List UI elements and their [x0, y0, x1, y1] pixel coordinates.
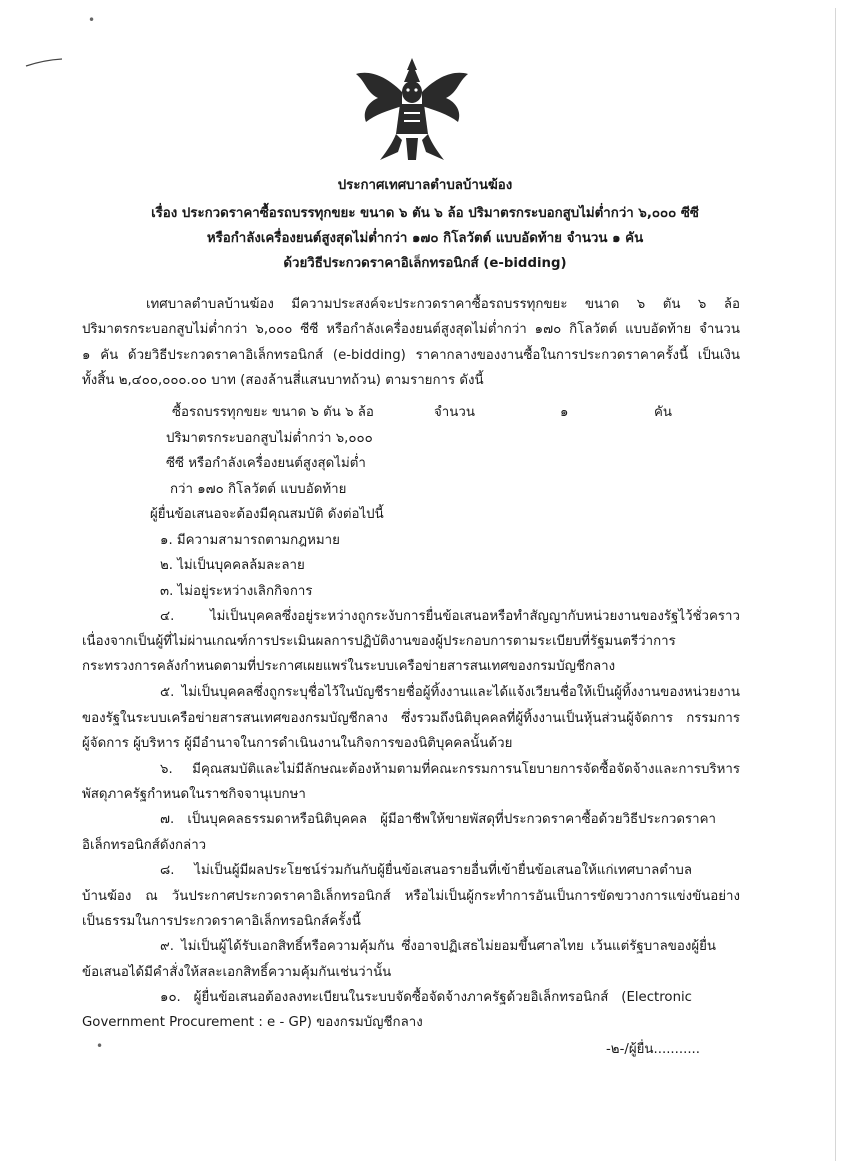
scan-speck: • [96, 1039, 104, 1053]
qualification-item: ผู้จัดการ ผู้บริหาร ผู้มีอำนาจในการดำเนินงานในกิจการของนิติบุคคลนั้นด้วย [82, 736, 513, 751]
scan-speck: • [88, 13, 96, 27]
qualification-item: บ้านฆ้อง ณ วันประกาศประกวดราคาอิเล็กทรอนิกส์ หรือไม่เป็นผู้กระทำการอันเป็นการขัดขวางการแข่งขันอย่าง [82, 889, 740, 904]
item-unit: คัน [654, 405, 672, 420]
qualification-item: ของรัฐในระบบเครือข่ายสารสนเทศของกรมบัญชีกลาง ซึ่งรวมถึงนิติบุคคลที่ผู้ทิ้งงานเป็นหุ้นส่วนผู้จัดการ กรรมการ [82, 711, 740, 726]
qualification-item: ๗. เป็นบุคคลธรรมดาหรือนิติบุคคล ผู้มีอาชีพให้ขายพัสดุที่ประกวดราคาซื้อด้วยวิธีประกวดราคา [160, 812, 716, 827]
next-page-marker: -๒-/ผู้ยื่น........... [606, 1042, 701, 1057]
subject-line: เรื่อง ประกวดราคาซื้อรถบรรทุกขยะ ขนาด ๖ ตัน ๖ ล้อ ปริมาตรกระบอกสูบไม่ต่ำกว่า ๖,๐๐๐ ซีซี [151, 206, 699, 221]
qualification-item: พัสดุภาครัฐกำหนดในราชกิจจานุเบกษา [82, 787, 306, 802]
qualification-item: ๙. ไม่เป็นผู้ได้รับเอกสิทธิ์หรือความคุ้มกัน ซึ่งอาจปฏิเสธไม่ยอมขึ้นศาลไทย เว้นแต่รัฐบาลของผู้ยื่น [160, 939, 716, 954]
item-description: ปริมาตรกระบอกสูบไม่ต่ำกว่า ๖,๐๐๐ [166, 431, 373, 446]
qualification-item: เนื่องจากเป็นผู้ที่ไม่ผ่านเกณฑ์การประเมินผลการปฏิบัติงานของผู้ประกอบการตามระเบียบที่รัฐมนตรีว่าการ [82, 634, 676, 649]
qualification-item: ๑๐. ผู้ยื่นข้อเสนอต้องลงทะเบียนในระบบจัดซื้อจัดจ้างภาครัฐด้วยอิเล็กทรอนิกส์ (Electronic [160, 990, 692, 1005]
item-description: ซื้อรถบรรทุกขยะ ขนาด ๖ ตัน ๖ ล้อ [172, 405, 374, 420]
qualification-item: ๑. มีความสามารถตามกฎหมาย [160, 533, 340, 548]
intro-line: ๑ คัน ด้วยวิธีประกวดราคาอิเล็กทรอนิกส์ (e-bidding) ราคากลางของงานซื้อในการประกวดราคาครั้งนี้ เป็นเงิน [82, 348, 740, 363]
qualification-item: กระทรวงการคลังกำหนดตามที่ประกาศเผยแพร่ในระบบเครือข่ายสารสนเทศของกรมบัญชีกลาง [82, 659, 616, 674]
qualification-item: ข้อเสนอได้มีคำสั่งให้สละเอกสิทธิ์ความคุ้มกันเช่นว่านั้น [82, 965, 392, 980]
qualification-item: ๘. ไม่เป็นผู้มีผลประโยชน์ร่วมกันกับผู้ยื่นข้อเสนอรายอื่นที่เข้ายื่นข้อเสนอให้แก่เทศบาลตำบล [160, 863, 692, 878]
qualification-item: ๒. ไม่เป็นบุคคลล้มละลาย [160, 558, 305, 573]
subject-line: หรือกำลังเครื่องยนต์สูงสุดไม่ต่ำกว่า ๑๗๐ กิโลวัตต์ แบบอัดท้าย จำนวน ๑ คัน [206, 231, 644, 246]
intro-line: ปริมาตรกระบอกสูบไม่ต่ำกว่า ๖,๐๐๐ ซีซี หรือกำลังเครื่องยนต์สูงสุดไม่ต่ำกว่า ๑๗๐ กิโลวัตต์ แบบอัดท้าย จำนวน [82, 322, 740, 337]
subject-line: ด้วยวิธีประกวดราคาอิเล็กทรอนิกส์ (e-bidding) [283, 256, 567, 271]
qualification-item: Government Procurement : e - GP) ของกรมบัญชีกลาง [82, 1015, 423, 1030]
item-description: ซีซี หรือกำลังเครื่องยนต์สูงสุดไม่ต่ำ [166, 456, 366, 471]
qualification-item: ๕. ไม่เป็นบุคคลซึ่งถูกระบุชื่อไว้ในบัญชีรายชื่อผู้ทิ้งงานและได้แจ้งเวียนชื่อให้เป็นผู้ทิ้งงานของหน่วยงาน [160, 685, 740, 700]
qualification-item: ๓. ไม่อยู่ระหว่างเลิกกิจการ [160, 584, 313, 599]
qualification-item: เป็นธรรมในการประกวดราคาอิเล็กทรอนิกส์ครั้งนี้ [82, 914, 361, 929]
item-description: กว่า ๑๗๐ กิโลวัตต์ แบบอัดท้าย [170, 482, 347, 497]
item-qty: ๑ [560, 405, 569, 420]
qualifications-intro: ผู้ยื่นข้อเสนอจะต้องมีคุณสมบัติ ดังต่อไปนี้ [150, 507, 384, 522]
item-qty-label: จำนวน [434, 405, 475, 420]
qualification-item: อิเล็กทรอนิกส์ดังกล่าว [82, 838, 207, 853]
intro-line: เทศบาลตำบลบ้านฆ้อง มีความประสงค์จะประกวดราคาซื้อรถบรรทุกขยะ ขนาด ๖ ตัน ๖ ล้อ [146, 297, 740, 312]
qualification-item: ๔. ไม่เป็นบุคคลซึ่งอยู่ระหว่างถูกระงับการยื่นข้อเสนอหรือทำสัญญากับหน่วยงานของรัฐไว้ชั่วคราว [160, 609, 740, 624]
qualification-item: ๖. มีคุณสมบัติและไม่มีลักษณะต้องห้ามตามที่คณะกรรมการนโยบายการจัดซื้อจัดจ้างและการบริหาร [160, 762, 740, 777]
pen-mark [24, 58, 64, 68]
intro-line: ทั้งสิ้น ๒,๔๐๐,๐๐๐.๐๐ บาท (สองล้านสี่แสนบาทถ้วน) ตามรายการ ดังนี้ [82, 373, 484, 388]
document-title: ประกาศเทศบาลตำบลบ้านฆ้อง [337, 178, 513, 193]
garuda-emblem-icon [352, 56, 472, 166]
